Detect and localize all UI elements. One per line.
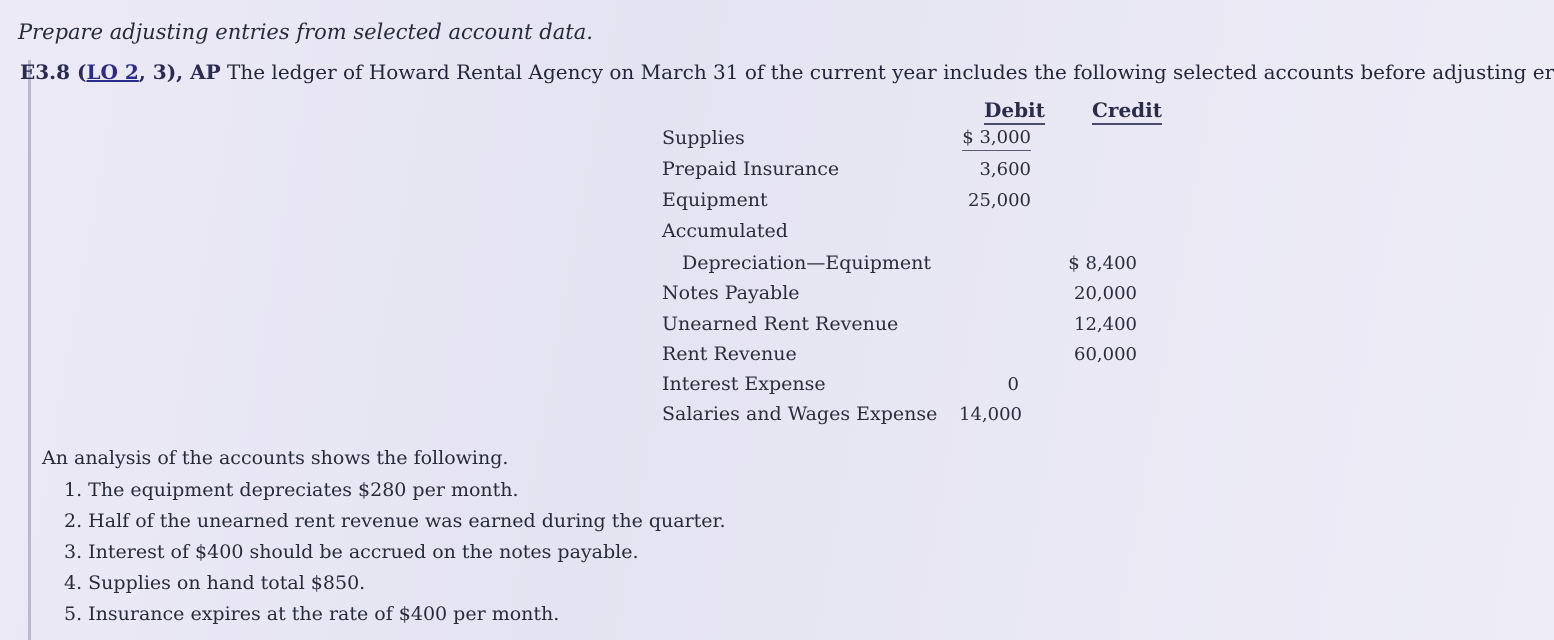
analysis-item: 4. Supplies on hand total $850. [64,572,366,594]
credit-column-header: Credit [1092,98,1162,125]
exercise-heading: Prepare adjusting entries from selected account data. [18,20,593,44]
credit-amount: 60,000 [1074,344,1137,365]
debit-amount: 3,600 [979,159,1031,180]
analysis-intro: An analysis of the accounts shows the following. [42,447,509,469]
account-name: Equipment [662,189,768,211]
debit-amount: $ 3,000 [962,126,1031,151]
debit-column-header: Debit [984,98,1045,125]
analysis-item: 2. Half of the unearned rent revenue was earned during the quarter. [64,510,726,532]
problem-statement [20,60,1554,84]
account-name: Unearned Rent Revenue [662,313,899,335]
lo-open: ( [70,60,87,84]
credit-amount: 20,000 [1074,283,1137,304]
account-name: Notes Payable [662,282,800,304]
account-name: Interest Expense [662,373,826,395]
problem-number: E3.8 [20,60,71,84]
left-margin-rule [28,60,31,640]
debit-amount: 14,000 [959,404,1022,425]
account-name: Prepaid Insurance [662,158,840,180]
learning-objective-link[interactable]: LO 2 [86,60,139,84]
account-name: Salaries and Wages Expense [662,403,938,425]
analysis-item: 5. Insurance expires at the rate of $400 per month. [64,603,560,625]
account-name: Depreciation—Equipment [682,252,932,274]
analysis-item: 1. The equipment depreciates $280 per month. [64,479,519,501]
credit-amount: 12,400 [1074,314,1137,335]
credit-amount: $ 8,400 [1068,253,1137,274]
account-name: Accumulated [662,220,788,242]
debit-amount: 0 [1007,374,1019,395]
debit-amount: 25,000 [968,190,1031,211]
problem-text: The ledger of Howard Rental Agency on March 31 of the current year includes the following selected accounts before adjusting er [220,60,1554,84]
account-name: Supplies [662,127,745,149]
lo-rest: , 3), AP [138,60,221,84]
analysis-item: 3. Interest of $400 should be accrued on the notes payable. [64,541,639,563]
account-name: Rent Revenue [662,343,797,365]
